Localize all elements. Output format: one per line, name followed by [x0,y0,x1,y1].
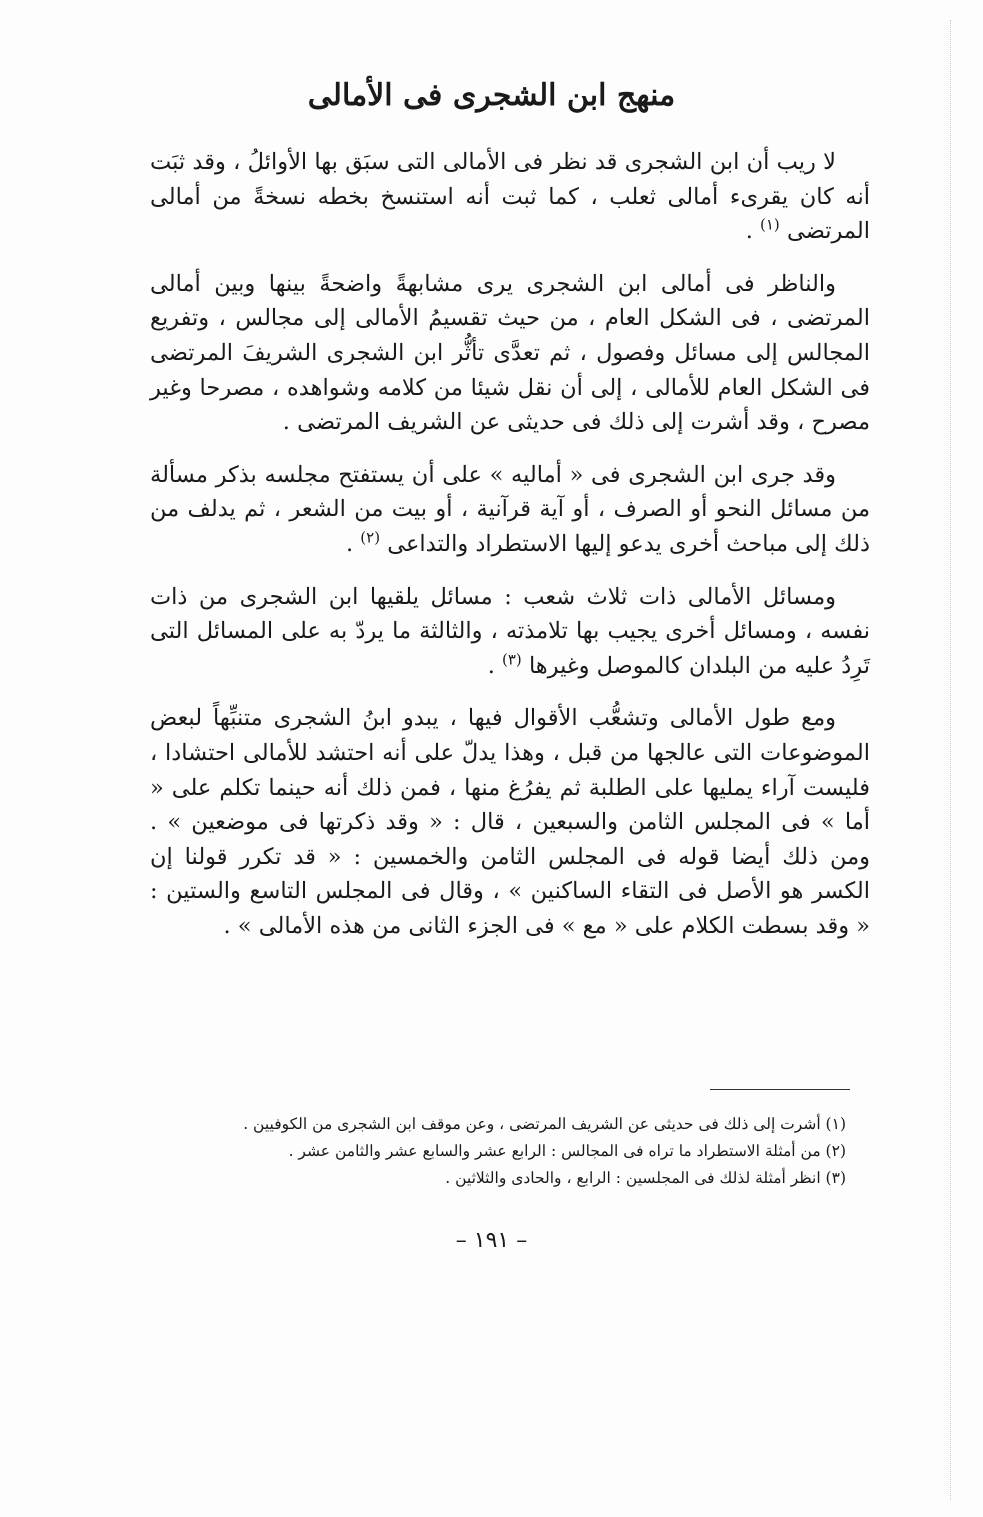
paragraph [150,145,870,249]
paragraph-tail: . [345,530,361,557]
footnote: (٣) انظر أمثلة لذلك فى المجلسين : الرابع ، والحادى والثلاثين . [445,1169,846,1187]
paragraph-text: لا ريب أن ابن الشجرى قد نظر فى الأمالى التى سبَق بها الأوائلُ ، وقد ثبَت أنه كان يقرىء أمالى ثعلب ، كما ثبت أنه استنسخ بخطه نسخةً من أمالى المرتضى [150,149,870,245]
page-number: – ١٩١ – [455,1228,528,1253]
paragraph-text: والناظر فى أمالى ابن الشجرى يرى مشابهةً واضحةً بينها وبين أمالى المرتضى ، فى الشكل العام ، من حيث تقسيمُ الأمالى إلى مجالس ، وتفريع المجالس إلى مسائل وفصول ، ثم تعدَّى تأثُّر ابن الشجرى الشريفَ المرتضى فى الشكل العام للأمالى ، إلى أن نقل شيئا من كلامه وشواهده ، مصرحا وغير مصرح ، وقد أشرت إلى ذلك فى حديثى عن الشريف المرتضى . [150,270,870,436]
paragraph-text: وقد جرى ابن الشجرى فى « أماليه » على أن يستفتح مجلسه بذكر مسألة من مسائل النحو أو الصرف ، أو آية قرآنية ، أو بيت من الشعر ، ثم يدلف من ذلك إلى مباحث أخرى يدعو إليها الاستطراد والتداعى [150,461,870,557]
footnote-ref: (٢) [360,528,381,547]
footnote: (١) أشرت إلى ذلك فى حديثى عن الشريف المرتضى ، وعن موقف ابن الشجرى من الكوفيين . [243,1115,846,1133]
paragraph-text: ومسائل الأمالى ذات ثلاث شعب : مسائل يلقيها ابن الشجرى من ذات نفسه ، ومسائل أخرى يجيب بها تلامذته ، والثالثة ما يردّ به على المسائل التى تَرِدُ عليه من البلدان كالموصل وغيرها [150,583,870,679]
paragraph [150,267,870,440]
paragraph [150,458,870,562]
paragraph [150,580,870,684]
footnote-separator [710,1089,850,1090]
footnote-ref: (١) [760,215,780,234]
footnote: (٢) من أمثلة الاستطراد ما تراه فى المجالس : الرابع عشر والسابع عشر والثامن عشر . [288,1142,846,1160]
paragraph-tail: . [745,218,760,245]
body-text [150,145,870,961]
footnotes [150,1111,850,1192]
page-edge-line [950,20,951,1500]
chapter-heading: منهج ابن الشجرى فى الأمالى [307,78,676,113]
footnote-ref: (٣) [502,650,522,669]
paragraph-tail: . [487,652,502,679]
paragraph-text: ومع طول الأمالى وتشعُّب الأقوال فيها ، يبدو ابنُ الشجرى متنبِّهاً لبعض الموضوعات التى عالجها من قبل ، وهذا يدلّ على أنه احتشد للأمالى احتشادا ، فليست آراء يمليها على الطلبة ثم يفرُغ منها ، فمن ذلك أنه حينما تكلم على « أما » فى المجلس الثامن والسبعين ، قال : « وقد ذكرتها فى موضعين » . ومن ذلك أيضا قوله فى المجلس الثامن والخمسين : « قد تكرر قولنا إن الكسر هو الأصل فى التقاء الساكنين » ، وقال فى المجلس التاسع والستين : « وقد بسطت الكلام على « مع » فى الجزء الثانى من هذه الأمالى » . [150,705,870,939]
paragraph [150,701,870,943]
